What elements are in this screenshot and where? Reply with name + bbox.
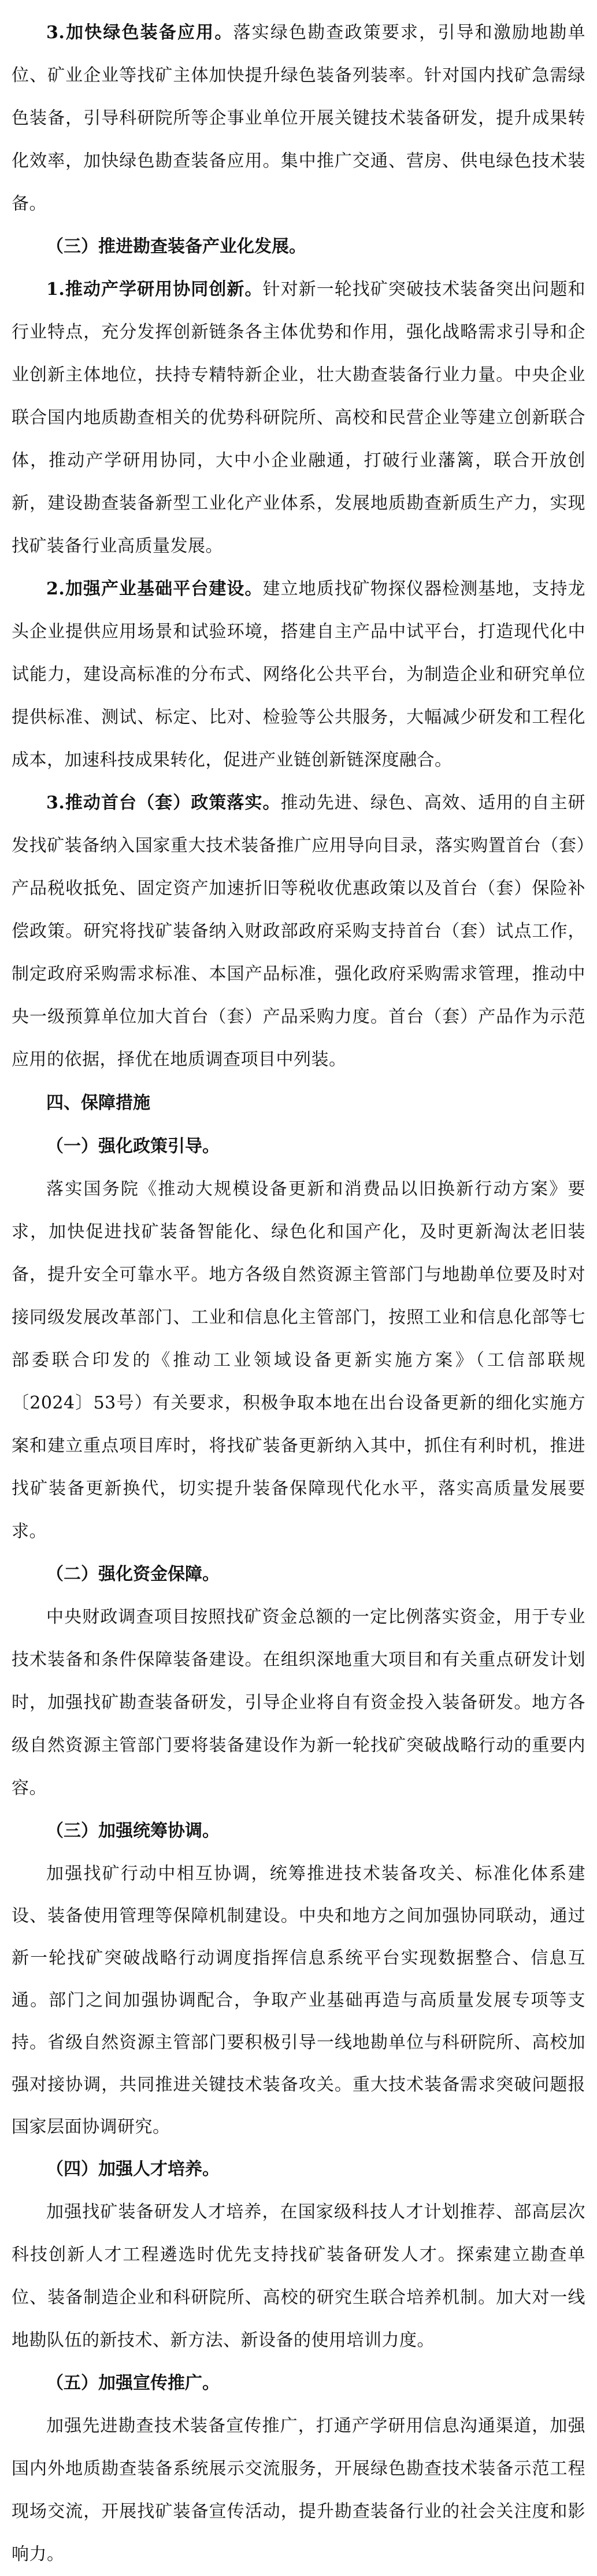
section-heading-safeguards: 四、保障措施 <box>46 1093 150 1113</box>
paragraph-text: 落实绿色勘查政策要求，引导和激励地勘单位、矿业企业等找矿主体加快提升绿色装备列装率。针对国内找矿急需绿色装备，引导科研院所等企事业单位开展关键技术装备研发，提升成果转化效率，加快绿色勘查装备应用。集中推广交通、营房、供电绿色技术装备。 <box>12 23 586 214</box>
paragraph-lead: 1.推动产学研用协同创新。 <box>46 279 263 300</box>
paragraph-promotion <box>12 2405 585 2576</box>
paragraph-lead: 3.推动首台（套）政策落实。 <box>46 793 281 813</box>
paragraph-policy-guidance <box>12 1168 585 1553</box>
paragraph-text: 加强找矿行动中相互协调，统筹推进技术装备攻关、标准化体系建设、装备使用管理等保障机制建设。中央和地方之间加强协同联动，通过新一轮找矿突破战略行动调度指挥信息系统平台实现数据整合、信息互通。部门之间加强协调配合，争取产业基础再造与高质量发展专项等支持。省级自然资源主管部门要积极引导一线地勘单位与科研院所、高校加强对接协调，共同推进关键技术装备攻关。重大技术装备需求突破问题报国家层面协调研究。 <box>12 1864 585 2137</box>
paragraph-text: 落实国务院《推动大规模设备更新和消费品以旧换新行动方案》要求，加快促进找矿装备智能化、绿色化和国产化，及时更新淘汰老旧装备，提升安全可靠水平。地方各级自然资源主管部门与地勘单位要及时对接同级发展改革部门、工业和信息化主管部门，按照工业和信息化部等七部委联合印发的《推动工业领域设备更新实施方案》（工信部联规〔2024〕53号）有关要求，积极争取本地在出台设备更新的细化实施方案和建立重点项目库时，将找矿装备更新纳入其中，抓住有利时机，推进找矿装备更新换代，切实提升装备保障现代化水平，落实高质量发展要求。 <box>12 1179 585 1542</box>
subheading-coordination: （三）加强统筹协调。 <box>46 1821 220 1841</box>
paragraph-lead: 2.加强产业基础平台建设。 <box>46 579 263 599</box>
paragraph-funding <box>12 1596 585 1810</box>
paragraph-collaborative-innovation <box>12 268 585 568</box>
paragraph-text: 中央财政调查项目按照找矿资金总额的一定比例落实资金，用于专业技术装备和条件保障装备建设。在组织深地重大项目和有关重点研发计划时，加强找矿勘查装备研发，引导企业将自有资金投入装备研发。地方各级自然资源主管部门要将装备建设作为新一轮找矿突破战略行动的重要内容。 <box>12 1607 585 1798</box>
subheading-promotion: （五）加强宣传推广。 <box>46 2373 220 2393</box>
subheading-industrialization: （三）推进勘查装备产业化发展。 <box>46 236 306 257</box>
paragraph-green-equipment <box>12 12 585 226</box>
subheading-talent: （四）加强人才培养。 <box>46 2159 220 2179</box>
paragraph-lead: 3.加快绿色装备应用。 <box>46 23 233 43</box>
paragraph-platform-construction <box>12 568 585 782</box>
paragraph-text: 加强找矿装备研发人才培养，在国家级科技人才计划推荐、部高层次科技创新人才工程遴选时优先支持找矿装备研发人才。探索建立勘查单位、装备制造企业和科研院所、高校的研究生联合培养机制。加大对一线地勘队伍的新技术、新方法、新设备的使用培训力度。 <box>12 2202 585 2350</box>
paragraph-text: 推动先进、绿色、高效、适用的自主研发找矿装备纳入国家重大技术装备推广应用导向目录，落实购置首台（套）产品税收抵免、固定资产加速折旧等税收优惠政策以及首台（套）保险补偿政策。研究将找矿装备纳入财政部政府采购支持首台（套）试点工作，制定政府采购需求标准、本国产品标准，强化政府采购需求管理，推动中央一级预算单位加大首台（套）产品采购力度。首台（套）产品作为示范应用的依据，择优在地质调查项目中列装。 <box>12 793 586 1070</box>
paragraph-text: 建立地质找矿物探仪器检测基地，支持龙头企业提供应用场景和试验环境，搭建自主产品中试平台，打造现代化中试能力，建设高标准的分布式、网络化公共平台，为制造企业和研究单位提供标准、测试、标定、比对、检验等公共服务，大幅减少研发和工程化成本，加速科技成果转化，促进产业链创新链深度融合。 <box>12 579 585 770</box>
subheading-funding: （二）强化资金保障。 <box>46 1564 220 1584</box>
paragraph-talent <box>12 2191 585 2362</box>
paragraph-coordination <box>12 1853 585 2148</box>
paragraph-text: 加强先进勘查技术装备宣传推广，打通产学研用信息沟通渠道，加强国内外地质勘查装备系统展示交流服务，开展绿色勘查技术装备示范工程现场交流，开展找矿装备宣传活动，提升勘查装备行业的社会关注度和影响力。 <box>12 2416 585 2564</box>
subheading-policy-guidance: （一）强化政策引导。 <box>46 1136 220 1156</box>
paragraph-first-set-policy <box>12 782 585 1081</box>
paragraph-text: 针对新一轮找矿突破技术装备突出问题和行业特点，充分发挥创新链条各主体优势和作用，强化战略需求引导和企业创新主体地位，扶持专精特新企业，壮大勘查装备行业力量。中央企业联合国内地质勘查相关的优势科研院所、高校和民营企业等建立创新联合体，推动产学研用协同，大中小企业融通，打破行业藩篱，联合开放创新，建设勘查装备新型工业化产业体系，发展地质勘查新质生产力，实现找矿装备行业高质量发展。 <box>12 279 585 556</box>
